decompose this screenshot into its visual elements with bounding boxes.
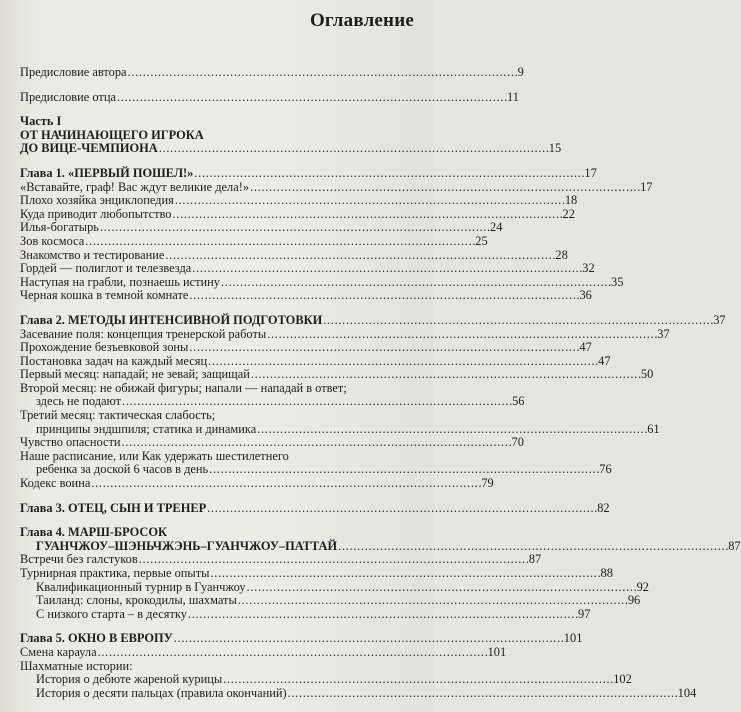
toc-entry[interactable]	[20, 340, 592, 355]
page-title: Оглавление	[309, 10, 414, 31]
toc-page-number: 82	[597, 500, 610, 515]
toc-page-number: 79	[481, 476, 494, 491]
toc-page-number: 87	[528, 552, 542, 567]
toc-leader-dots	[209, 463, 598, 477]
toc-page-number: 37	[657, 326, 670, 341]
toc-chapter-entry[interactable]	[20, 165, 597, 181]
toc-entry[interactable]	[20, 644, 507, 660]
toc-entry-title: Глава 3. ОТЕЦ, СЫН И ТРЕНЕР	[20, 500, 207, 515]
toc-entry[interactable]	[20, 261, 595, 276]
toc-page-number: 22	[562, 206, 575, 221]
toc-chapter-entry[interactable]	[20, 500, 610, 516]
toc-entry-title: История о дебюте жареной курицы	[36, 672, 223, 687]
toc-entry-title: Чувство опасности	[20, 435, 121, 450]
toc-entry-title: Куда приводит любопытство	[20, 206, 172, 221]
toc-page-number: 47	[579, 340, 592, 355]
toc-entry[interactable]	[20, 274, 624, 290]
toc-line: Третий месяц: тактическая слабость;	[20, 408, 216, 423]
toc-page-number: 24	[490, 220, 503, 235]
toc-page-number: 70	[511, 435, 524, 450]
toc-leader-dots	[221, 276, 610, 290]
toc-leader-dots	[174, 632, 563, 646]
toc-chapter-entry[interactable]	[20, 631, 583, 646]
toc-page-number: 25	[475, 233, 488, 248]
toc-page-number: 101	[487, 644, 507, 659]
toc-gap	[20, 104, 413, 115]
toc-entry-title: Кодекс воина	[20, 476, 91, 491]
toc-page-number: 17	[584, 165, 597, 180]
toc-leader-dots	[189, 341, 578, 355]
toc-entry[interactable]	[20, 593, 641, 608]
toc-page-number: 35	[611, 274, 624, 289]
toc-entry-title: Постановка задач на каждый месяц	[20, 353, 208, 368]
toc-entry-title: Плохо хозяйка энциклопедия	[20, 193, 174, 208]
toc-page-number: 104	[677, 685, 697, 700]
toc-leader-dots	[207, 502, 596, 516]
toc-page-number: 76	[599, 462, 612, 477]
toc-leader-dots	[267, 328, 656, 342]
toc-page-number: 102	[613, 672, 632, 687]
toc-entry-title: здесь не подают	[36, 394, 122, 409]
toc-entry[interactable]	[20, 233, 488, 249]
toc-entry[interactable]	[20, 65, 524, 80]
toc-page-number: 47	[598, 353, 611, 368]
toc-entry-title: Наступая на грабли, познаешь истину	[20, 274, 220, 289]
toc-leader-dots	[323, 314, 712, 328]
toc-page-number: 36	[579, 288, 592, 303]
toc-leader-dots	[173, 208, 562, 222]
toc-leader-dots	[251, 368, 640, 382]
toc-leader-dots	[159, 142, 548, 156]
toc-leader-dots	[192, 262, 581, 276]
toc-entry[interactable]	[20, 179, 653, 195]
toc-page-number: 88	[600, 566, 613, 580]
toc-leader-dots	[100, 221, 489, 235]
toc-page-number: 9	[517, 65, 524, 79]
toc-entry-title: Черная кошка в темной комнате	[20, 288, 189, 303]
toc-leader-dots	[288, 687, 677, 701]
toc-line: Наше расписание, или Как удержать шестилетнего	[20, 448, 289, 463]
toc-entry-title: История о десяти пальцах (правила окончаний)	[36, 685, 287, 700]
toc-heading: ОТ НАЧИНАЮЩЕГО ИГРОКА	[20, 127, 204, 142]
toc-entry-title: Засевание поля: концепция тренерской работы	[20, 326, 267, 341]
toc-entry-title: Смена караула	[20, 644, 97, 659]
table-of-contents	[20, 65, 741, 700]
toc-leader-dots	[250, 181, 639, 195]
toc-entry-title: ребенка за доской 6 часов в день	[36, 462, 209, 477]
toc-entry[interactable]	[20, 606, 591, 622]
toc-gap	[20, 491, 413, 502]
toc-leader-dots	[189, 289, 578, 303]
toc-entry[interactable]	[20, 421, 660, 437]
toc-chapter-entry[interactable]	[20, 141, 562, 156]
toc-page-number: 92	[636, 579, 649, 594]
toc-entry[interactable]	[20, 672, 632, 687]
toc-page-number: 50	[640, 367, 654, 382]
toc-entry-title: Зов космоса	[20, 233, 85, 248]
toc-page-number: 101	[563, 631, 583, 646]
toc-entry-title: Встречи без галстуков	[20, 552, 138, 567]
toc-entry-title: Глава 5. ОКНО В ЕВРОПУ	[20, 631, 173, 646]
toc-entry-title: С низкого старта – в десятку	[36, 606, 187, 621]
toc-entry-title: Турнирная практика, первые опыты	[20, 566, 210, 580]
toc-entry-title: принципы эндшпиля; статика и динамика	[36, 421, 257, 436]
toc-page-number: 11	[506, 89, 519, 104]
toc-entry-title: ДО ВИЦЕ-ЧЕМПИОНА	[20, 141, 158, 156]
toc-leader-dots	[257, 423, 646, 437]
toc-leader-dots	[117, 91, 506, 105]
toc-entry[interactable]	[20, 206, 575, 222]
toc-entry-title: Таиланд: слоны, крокодилы, шахматы	[36, 593, 237, 608]
toc-page-number: 96	[627, 593, 641, 608]
toc-heading: Часть I	[20, 114, 62, 129]
toc-leader-dots	[223, 673, 612, 687]
toc-leader-dots	[85, 235, 474, 249]
toc-leader-dots	[238, 594, 627, 608]
toc-entry-title: ГУАНЧЖОУ–ШЭНЬЧЖЭНЬ–ГУАНЧЖОУ–ПАТТАЙ	[36, 538, 338, 553]
toc-entry-title: Прохождение безъевковой зоны	[20, 340, 189, 355]
toc-chapter-entry[interactable]	[20, 312, 726, 328]
toc-entry[interactable]	[20, 566, 613, 581]
toc-entry-title: Первый месяц: нападай; не зевай; защищай	[20, 367, 250, 382]
toc-entry-title: Глава 2. МЕТОДЫ ИНТЕНСИВНОЙ ПОДГОТОВКИ	[20, 312, 323, 327]
toc-page-number: 87	[728, 538, 741, 553]
toc-entry-title: Знакомство и тестирование	[20, 247, 165, 262]
toc-chapter-entry[interactable]	[20, 538, 741, 554]
toc-entry[interactable]	[20, 89, 519, 105]
toc-entry[interactable]	[20, 220, 503, 235]
toc-leader-dots	[338, 540, 727, 554]
toc-entry[interactable]	[20, 326, 670, 342]
toc-page-number: 32	[582, 261, 595, 276]
toc-page-number: 56	[512, 394, 525, 409]
toc-entry[interactable]	[20, 579, 649, 595]
toc-entry[interactable]	[20, 353, 611, 369]
toc-leader-dots	[188, 608, 577, 622]
toc-entry-title: Предисловие автора	[20, 65, 127, 79]
toc-entry[interactable]	[20, 394, 525, 409]
toc-entry[interactable]	[20, 247, 568, 263]
toc-leader-dots	[194, 167, 583, 181]
toc-entry-title: Гордей — полиглот и телезвезда	[20, 261, 192, 276]
toc-entry[interactable]	[20, 462, 612, 477]
toc-page-number: 28	[555, 247, 568, 262]
toc-line: Шахматные истории:	[20, 658, 133, 673]
toc-entry[interactable]	[20, 193, 578, 208]
toc-entry[interactable]	[20, 476, 494, 491]
toc-entry-title: Квалификационный турнир в Гуанчжоу	[36, 579, 246, 594]
toc-leader-dots	[128, 66, 517, 80]
toc-leader-dots	[122, 436, 511, 450]
toc-leader-dots	[91, 477, 480, 491]
toc-entry[interactable]	[20, 552, 542, 567]
toc-leader-dots	[247, 581, 636, 595]
toc-entry[interactable]	[20, 367, 654, 382]
toc-entry[interactable]	[20, 685, 697, 701]
toc-entry[interactable]	[20, 435, 524, 450]
toc-page-number: 61	[647, 421, 660, 436]
toc-leader-dots	[208, 355, 597, 369]
toc-page-number: 17	[640, 179, 653, 194]
toc-entry-title: Илья-богатырь	[20, 220, 99, 235]
toc-entry-title: Предисловие отца	[20, 89, 116, 104]
toc-leader-dots	[210, 567, 599, 581]
toc-entry[interactable]	[20, 288, 592, 303]
toc-gap	[20, 80, 413, 91]
toc-page-number: 97	[577, 606, 591, 621]
toc-leader-dots	[139, 553, 528, 567]
toc-leader-dots	[98, 646, 487, 660]
toc-entry-title: Глава 1. «ПЕРВЫЙ ПОШЕЛ!»	[20, 165, 194, 180]
toc-page-number: 18	[564, 193, 578, 208]
toc-line: Второй месяц: не обижай фигуры; напали — нападай в ответ;	[20, 380, 347, 395]
toc-page-number: 15	[548, 141, 562, 156]
toc-entry-title: «Вставайте, граф! Вас ждут великие дела!»	[20, 179, 250, 194]
toc-leader-dots	[165, 249, 554, 263]
toc-leader-dots	[122, 395, 511, 409]
toc-leader-dots	[175, 194, 564, 208]
toc-heading: Глава 4. МАРШ-БРОСОК	[20, 525, 167, 540]
toc-page-number: 37	[713, 312, 726, 327]
